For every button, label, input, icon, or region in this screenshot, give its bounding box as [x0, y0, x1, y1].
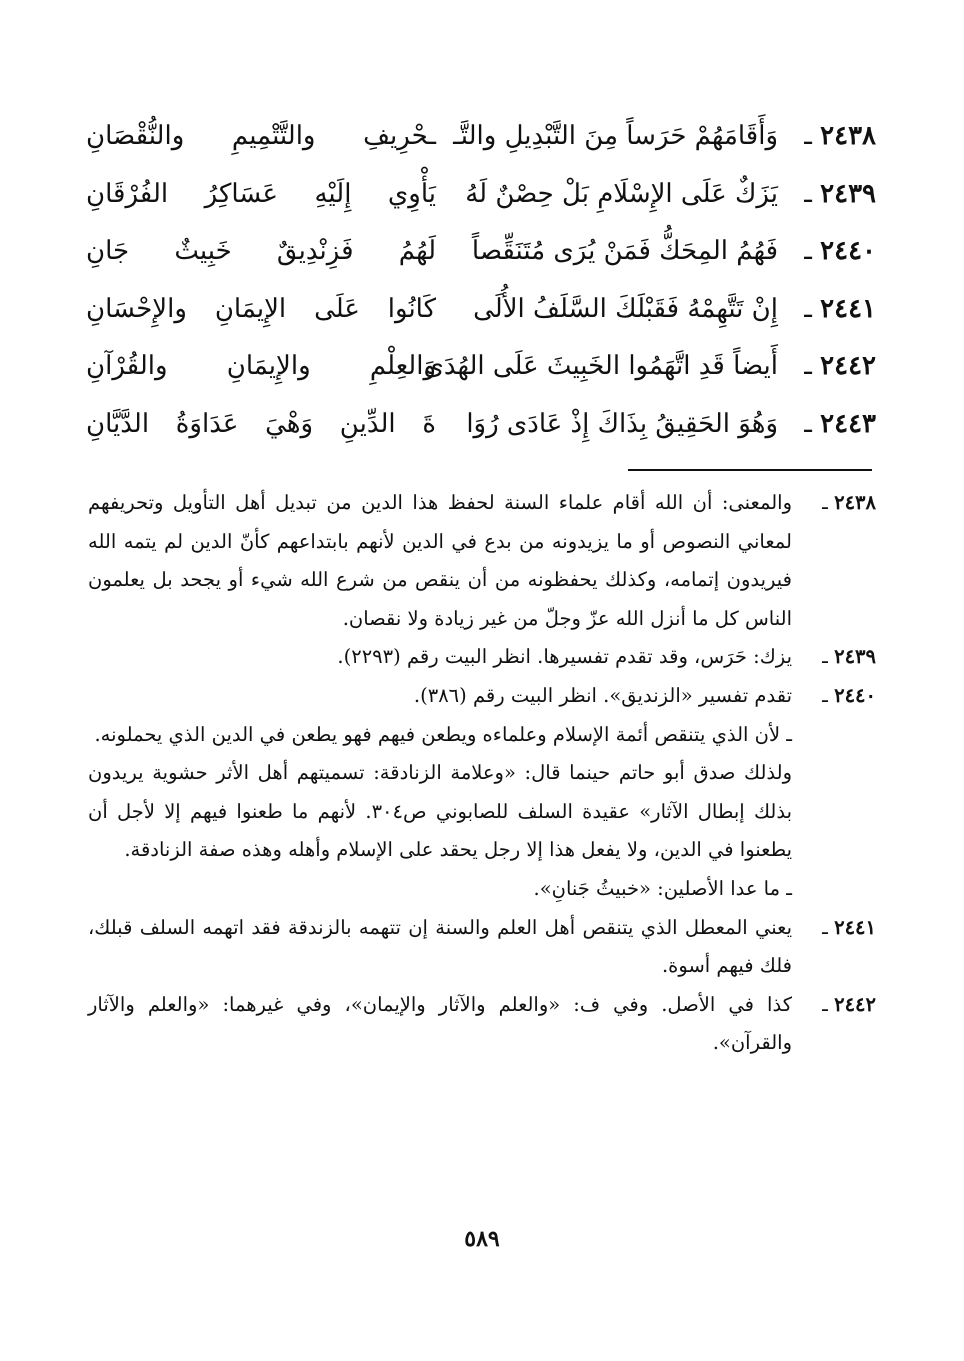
footnote-text: تقدم تفسير «الزنديق». انظر البيت رقم (٣٨٦). [413, 683, 792, 707]
verse-line [86, 166, 876, 224]
footnote-number: ٢٤٣٩ ـ [822, 638, 876, 677]
verse-number: ٢٤٤٠ ـ [804, 223, 876, 281]
footnote-text: كذا في الأصل. وفي ف: «والعلم والآثار والإيمان»، وفي غيرهما: «والعلم والآثار والقرآن». [88, 992, 792, 1055]
footnote-2438 [88, 484, 876, 638]
footnote-2442 [88, 986, 876, 1063]
verse-line [86, 396, 876, 454]
verse-line [86, 108, 876, 166]
verse-first-hemistich: أَيضاً قَدِ اتَّهَمُوا الخَبِيثَ عَلَى الهُدَى [423, 351, 778, 382]
footnote-number: ٢٤٤٢ ـ [822, 986, 876, 1025]
verse-number: ٢٤٣٩ ـ [804, 166, 876, 224]
footnote-text: والمعنى: أن الله أقام علماء السنة لحفظ هذا الدين من تبديل أهل التأويل وتحريفهم لمعاني النصوص أو ما يزيدونه من بدع في الدين لأنهم بابتداعهم كأنّ الدين لم يتمه الله فيريدون إتمامه، وكذلك يحفظونه من أن ينقص من شرع الله شيء أو يجحد بل يعلمون الناس كل ما أنزل الله عزّ وجلّ من غير زيادة ولا نقصان. [88, 491, 792, 630]
verse-number: ٢٤٤٣ ـ [804, 396, 876, 454]
verse-first-hemistich: وَهُوَ الحَقِيقُ بِذَاكَ إِذْ عَادَى رُوَا [466, 408, 778, 439]
footnote-2439 [88, 638, 876, 677]
footnote-2440-paragraph: ـ ما عدا الأصلين: «خبيثُ جَنانِ». [88, 870, 876, 909]
verse-line [86, 338, 876, 396]
footnote-number: ٢٤٤١ ـ [822, 909, 876, 948]
verse-line [86, 281, 876, 339]
verse-second-hemistich: وَالعِلْمِ والإِيمَانِ والقُرْآنِ [86, 351, 436, 382]
verse-number: ٢٤٤٢ ـ [804, 338, 876, 396]
verse-second-hemistich: ةَ الدِّينِ وَهْيَ عَدَاوَةُ الدَّيَّانِ [86, 408, 436, 439]
verse-second-hemistich: لَهُمُ فَزِنْدِيقٌ خَبِيثٌ جَانِ [86, 236, 436, 267]
verse-first-hemistich: فَهُمُ المِحَكُّ فَمَنْ يُرَى مُتَنَقِّصاً [471, 236, 778, 267]
verse-number: ٢٤٣٨ ـ [804, 108, 876, 166]
verse-first-hemistich: إِنْ تَتَّهِمْهُ فَقَبْلَكَ السَّلَفُ الأُلَى [473, 293, 778, 324]
footnote-number: ٢٤٤٠ ـ [822, 677, 876, 716]
verse-number: ٢٤٤١ ـ [804, 281, 876, 339]
verse-line [86, 223, 876, 281]
verse-second-hemistich: يَأْوِي إِلَيْهِ عَسَاكِرُ الفُرْقَانِ [86, 178, 436, 209]
footnote-2440-paragraph: ـ لأن الذي يتنقص أئمة الإسلام وعلماءه ويطعن فيهم فهو يطعن في الدين الذي يحملونه. [88, 716, 876, 755]
footnote-separator [628, 469, 872, 471]
footnote-2441 [88, 909, 876, 986]
verse-first-hemistich: يَزَكٌ عَلَى الإِسْلَامِ بَلْ حِصْنٌ لَهُ [465, 178, 778, 209]
footnote-text: يعني المعطل الذي يتنقص أهل العلم والسنة إن تتهمه بالزندقة فقد اتهمه السلف قبلك، فلك فيهم أسوة. [88, 915, 792, 978]
verse-block [86, 108, 876, 454]
verse-second-hemistich: ـحْرِيفِ والتَّتْمِيمِ والنُّقْصَانِ [86, 121, 436, 151]
footnote-2440-paragraph: ولذلك صدق أبو حاتم حينما قال: «وعلامة الزنادقة: تسميتهم أهل الأثر حشوية يريدون بذلك إبطال الآثار» عقيدة السلف للصابوني ص٣٠٤. لأنهم ما طعنوا فيهم إلا لأجل أن يطعنوا في الدين، ولا يفعل هذا إلا رجل يحقد على الإسلام وأهله وهذه صفة الزنادقة. [88, 761, 793, 862]
verse-first-hemistich: وَأَقَامَهُمْ حَرَساً مِنَ التَّبْدِيلِ والتَّـ [453, 121, 778, 151]
page-number: ٥٨٩ [464, 1226, 500, 1252]
footnote-number: ٢٤٣٨ ـ [822, 484, 876, 523]
footnotes [88, 484, 876, 1063]
verse-second-hemistich: كَانُوا عَلَى الإِيمَانِ والإِحْسَانِ [86, 293, 436, 324]
footnote-text: يزك: حَرَس، وقد تقدم تفسيرها. انظر البيت رقم (٢٢٩٣). [337, 645, 792, 669]
footnote-2440 [88, 677, 876, 716]
